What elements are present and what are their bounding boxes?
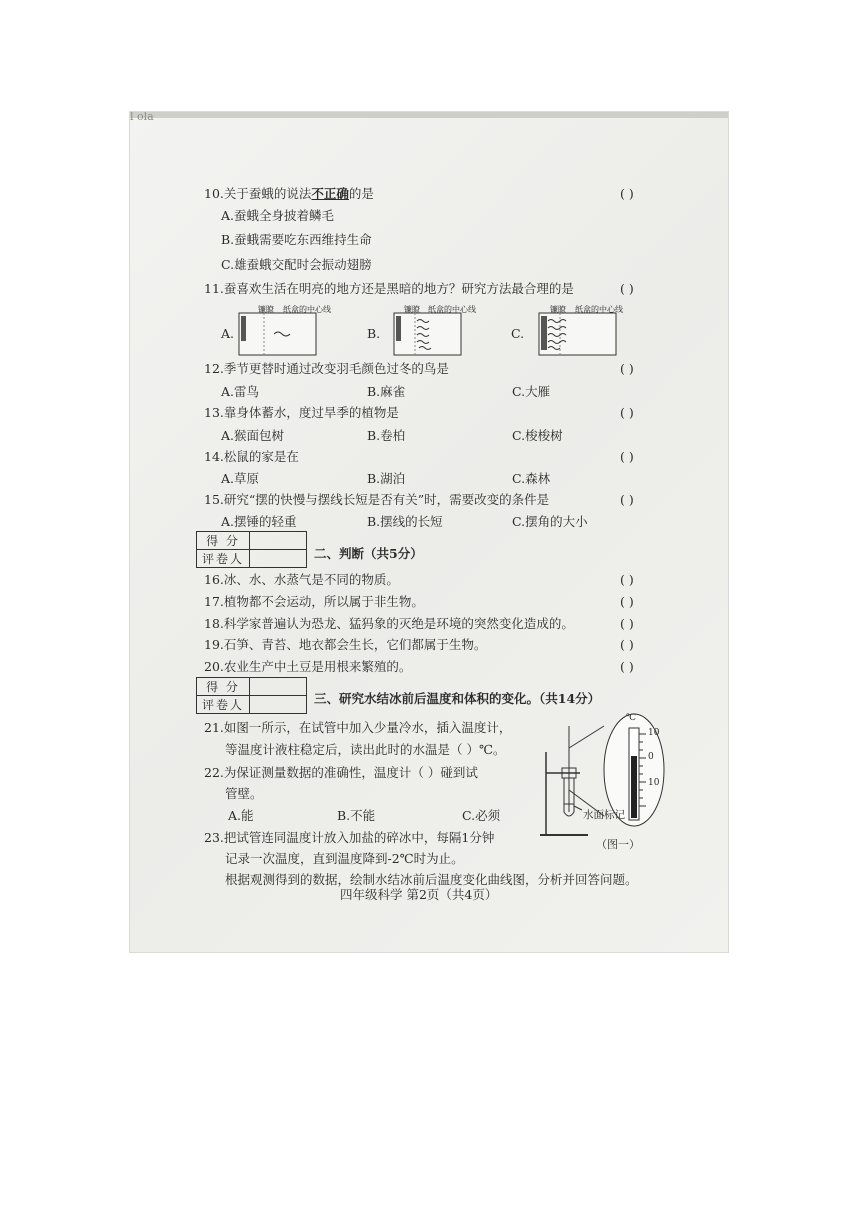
- q14-option-a: A.草原: [221, 471, 260, 486]
- section3-score-table: [196, 677, 307, 714]
- judge-paren-18: ( ): [620, 616, 634, 631]
- q22-option-a: A.能: [228, 808, 254, 823]
- q22-line2: 管壁。: [225, 786, 263, 801]
- q10-stem-post: 的是: [348, 186, 374, 201]
- photo-top-edge: [130, 112, 728, 118]
- fig1-tick-mid: 0: [648, 752, 654, 762]
- fig1-caption: （图一）: [596, 838, 640, 851]
- judge-item-20: 20.农业生产中土豆是用根来繁殖的。: [204, 659, 412, 674]
- q23-line3: 根据观测得到的数据，绘制水结冰前后温度变化曲线图，分析并回答问题。: [225, 872, 638, 887]
- judge-paren-20: ( ): [620, 659, 634, 674]
- q15-option-a: A.摆锤的轻重: [221, 514, 297, 529]
- q12-stem: 12.季节更替时通过改变羽毛颜色过冬的鸟是: [204, 361, 449, 376]
- q10-option-a: A.蚕蛾全身披着鳞毛: [221, 208, 335, 223]
- q11-fig-a-label1: 镰瞭: [258, 305, 274, 314]
- judge-item-18: 18.科学家普遍认为恐龙、猛犸象的灭绝是环境的突然变化造成的。: [204, 616, 574, 631]
- handwriting-scribble: l ola: [130, 112, 154, 123]
- q10-stem-pre: 10.关于蚕蛾的说法: [204, 186, 312, 201]
- q15-option-b: B.摆线的长短: [367, 514, 443, 529]
- grader-cell[interactable]: [250, 696, 307, 714]
- section2-score-table: [196, 531, 307, 568]
- q11-fig-b-label1: 镰瞭: [404, 305, 420, 314]
- q15-answer-paren: ( ): [620, 492, 634, 507]
- q15-stem: 15.研究“摆的快慢与摆线长短是否有关”时，需要改变的条件是: [204, 492, 550, 507]
- q11-answer-paren: ( ): [620, 281, 634, 296]
- page-footer: 四年级科学 第2页（共4页）: [340, 887, 498, 902]
- q22-line1: 22.为保证测量数据的准确性，温度计（ ）碰到试: [204, 765, 478, 780]
- judge-item-19: 19.石笋、青苔、地衣都会生长，它们都属于生物。: [204, 637, 487, 652]
- q12-option-a: A.雷鸟: [221, 384, 260, 399]
- fig1-water-mark-label: 水面标记: [583, 809, 625, 821]
- q11-option-b: B.: [367, 326, 381, 341]
- q10-option-c: C.雄蚕蛾交配时会振动翅膀: [221, 257, 372, 272]
- q13-answer-paren: ( ): [620, 405, 634, 420]
- q13-stem: 13.靠身体蓄水，度过旱季的植物是: [204, 405, 399, 420]
- judge-paren-19: ( ): [620, 637, 634, 652]
- grader-label: 评卷人: [197, 550, 250, 568]
- q11-option-c: C.: [511, 326, 525, 341]
- judge-paren-16: ( ): [620, 572, 634, 587]
- q11-fig-a-label2: 纸盒的中心线: [283, 305, 331, 314]
- q10-stem-emphasis: 不正确: [311, 186, 349, 201]
- q23-line1: 23.把试管连同温度计放入加盐的碎冰中，每隔1分钟: [204, 830, 495, 845]
- fig1-tick-bottom: 10: [648, 778, 660, 788]
- q11-fig-b-label2: 纸盒的中心线: [428, 305, 476, 314]
- q14-option-b: B.湖泊: [367, 471, 406, 486]
- q11-fig-c-label1: 镰瞭: [550, 305, 566, 314]
- fig1-unit-label: ℃: [626, 713, 637, 723]
- q14-answer-paren: ( ): [620, 449, 634, 464]
- score-label: 得 分: [197, 678, 250, 696]
- q13-option-c: C.梭梭树: [512, 428, 563, 443]
- q10-option-b: B.蚕蛾需要吃东西维持生命: [221, 232, 372, 247]
- grader-cell[interactable]: [250, 550, 307, 568]
- judge-paren-17: ( ): [620, 594, 634, 609]
- q12-answer-paren: ( ): [620, 361, 634, 376]
- figure1-apparatus: [536, 712, 666, 852]
- score-cell[interactable]: [250, 678, 307, 696]
- q10-stem: [204, 186, 374, 202]
- q10-answer-paren: ( ): [620, 186, 634, 201]
- q15-option-c: C.摆角的大小: [512, 514, 588, 529]
- grader-label: 评卷人: [197, 696, 250, 714]
- q22-option-b: B.不能: [337, 808, 376, 823]
- q21-line1: 21.如图一所示，在试管中加入少量冷水，插入温度计，: [204, 720, 512, 735]
- score-cell[interactable]: [250, 532, 307, 550]
- judge-item-17: 17.植物都不会运动，所以属于非生物。: [204, 594, 424, 609]
- q21-line2: 等温度计液柱稳定后，读出此时的水温是（ ）℃。: [225, 742, 506, 757]
- q14-stem: 14.松鼠的家是在: [204, 449, 299, 464]
- q12-option-b: B.麻雀: [367, 384, 406, 399]
- q22-option-c: C.必须: [462, 808, 501, 823]
- section3-title: 三、研究水结冰前后温度和体积的变化。（共14分）: [314, 691, 601, 706]
- score-label: 得 分: [197, 532, 250, 550]
- judge-item-16: 16.冰、水、水蒸气是不同的物质。: [204, 572, 399, 587]
- q12-option-c: C.大雁: [512, 384, 551, 399]
- q13-option-b: B.卷柏: [367, 428, 406, 443]
- q23-line2: 记录一次温度，直到温度降到-2℃时为止。: [225, 851, 464, 866]
- q11-option-a: A.: [221, 326, 235, 341]
- section2-title: 二、判断（共5分）: [314, 546, 423, 561]
- q11-stem: 11.蚕喜欢生活在明亮的地方还是黑暗的地方？研究方法最合理的是: [204, 281, 574, 296]
- fig1-tick-top: 10: [648, 728, 660, 738]
- q11-fig-c-label2: 纸盒的中心线: [575, 305, 623, 314]
- q13-option-a: A.猴面包树: [221, 428, 285, 443]
- q14-option-c: C.森林: [512, 471, 551, 486]
